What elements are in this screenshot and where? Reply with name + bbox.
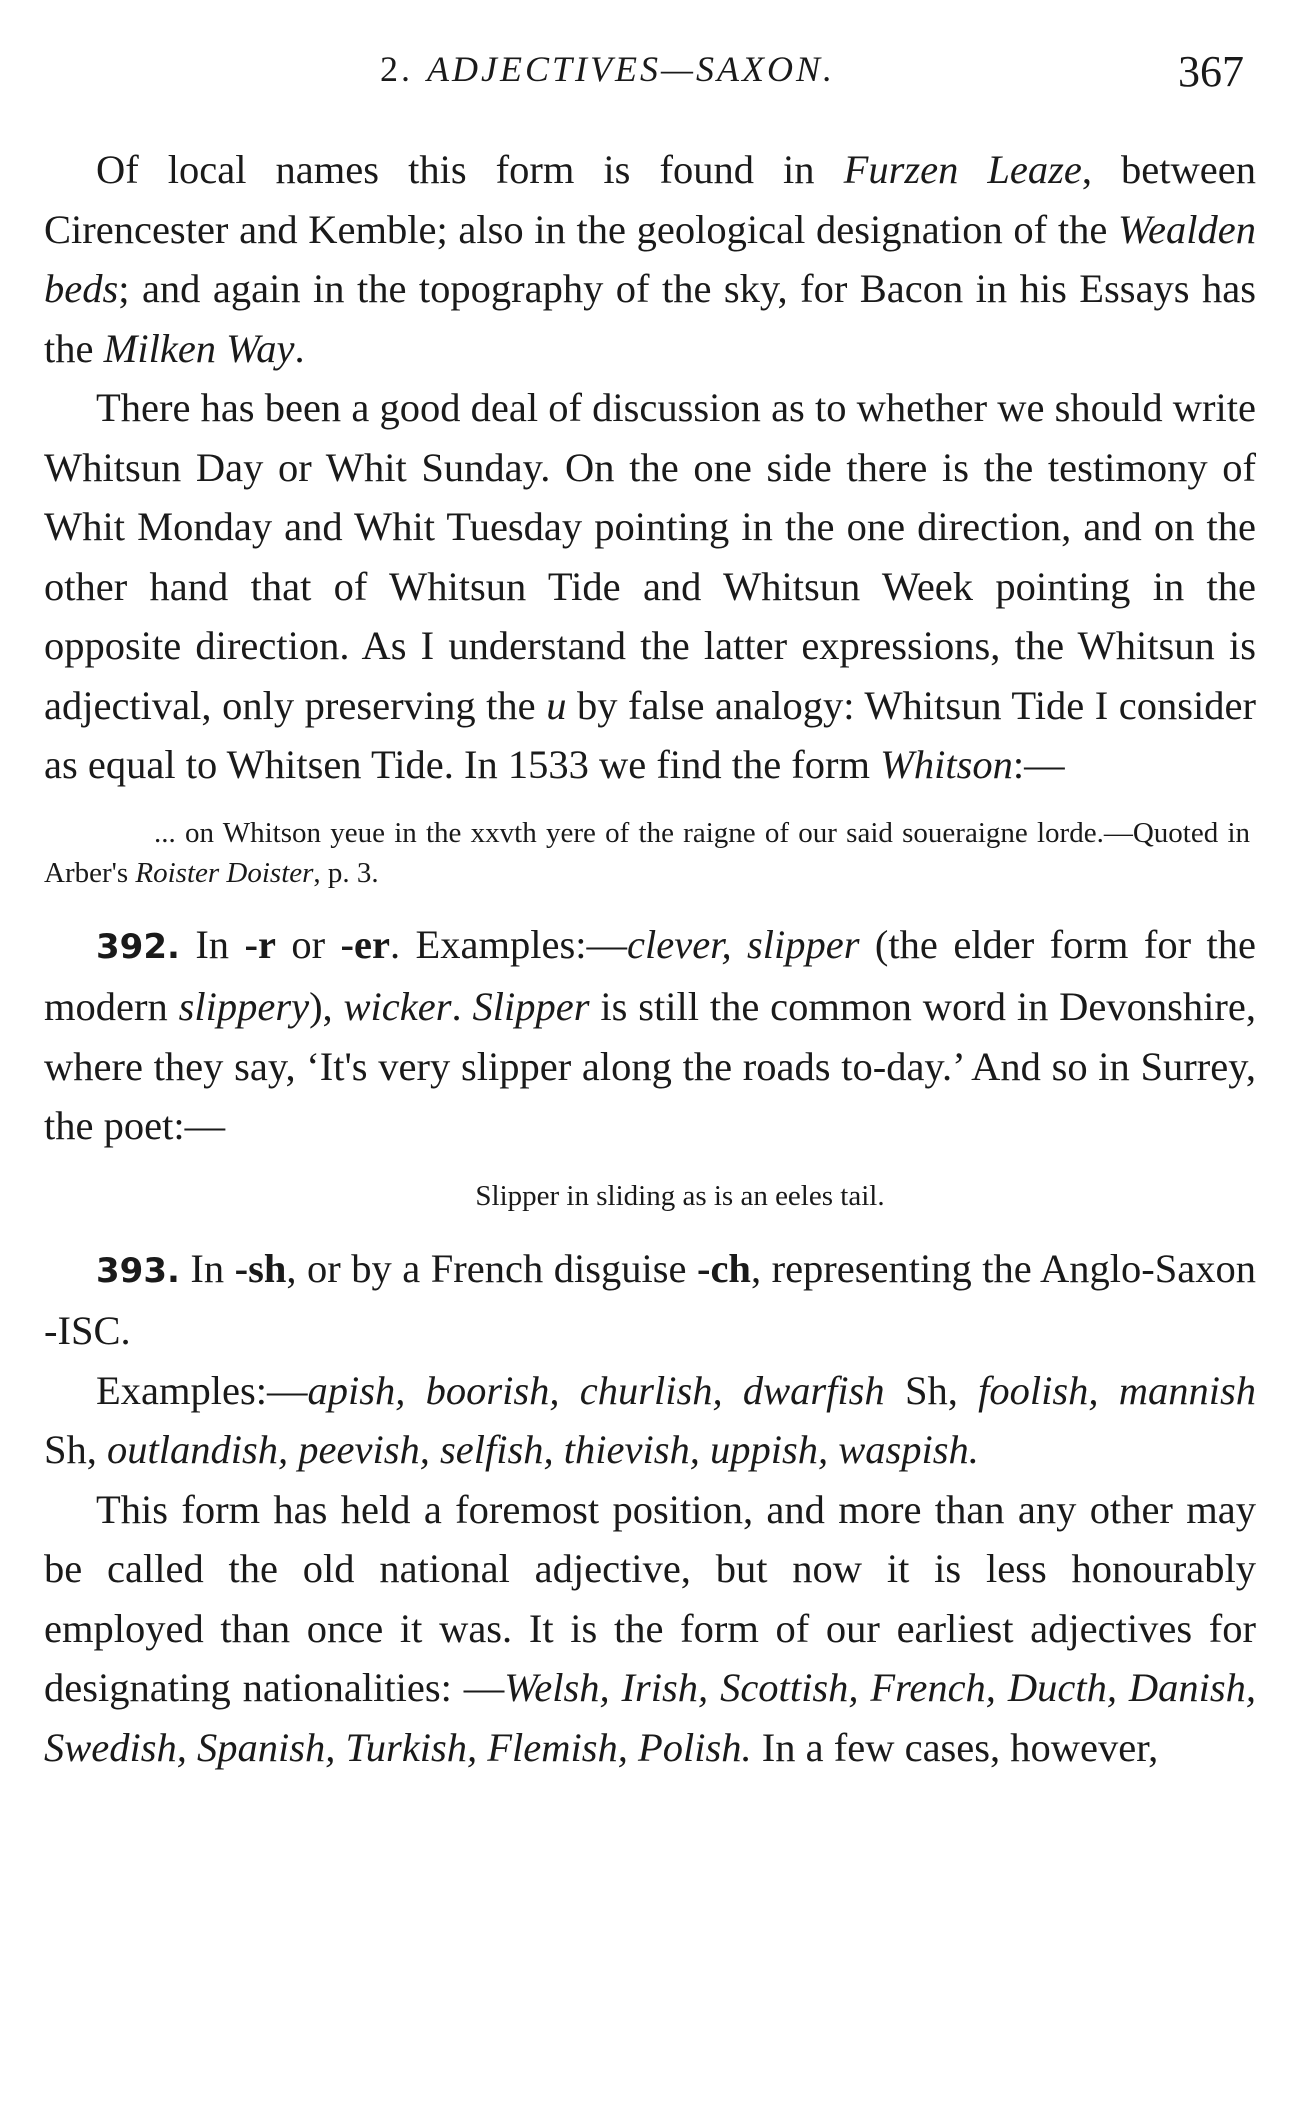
italic-terms: outlandish, peevish, selfish, thievish, uppish, waspish. — [107, 1427, 979, 1472]
paragraph-whitsun — [44, 378, 1256, 795]
page-body — [44, 140, 1256, 1777]
text: , between Cirencester and Kemble; also in the geological designation of the — [44, 147, 1256, 252]
text: Of local names this form is found in — [96, 147, 844, 192]
text: In — [179, 1245, 235, 1291]
page-header — [0, 48, 1299, 108]
text: Examples:— — [96, 1367, 308, 1413]
text: Sh, — [44, 1427, 108, 1472]
italic-terms: foolish, mannish — [978, 1367, 1256, 1413]
text: This form has held a foremost position, and more than any other may be called the old national adjective, but now it is less honourably employed than once it was. It is the form of our earliest adjectives for designating nationalities: — — [44, 1486, 1256, 1710]
suffix: -ch — [696, 1245, 751, 1291]
block-quote-whitson — [44, 813, 1256, 893]
italic-term: clever, slipper — [627, 921, 860, 967]
text: , representing the Anglo-Saxon -ISC. — [44, 1245, 1256, 1353]
text: by false analogy: Whitsun Tide I consider as equal to Whitsen Tide. In 1533 we find the form — [44, 682, 1256, 787]
text: ... on Whitson yeue in the xxvth yere of the raigne of our said soueraigne lorde.—Quoted in Arber's — [44, 816, 1250, 889]
italic-title: Roister Doister — [135, 856, 314, 889]
text: , p. 3. — [313, 856, 379, 889]
text: . Examples:— — [390, 921, 628, 967]
italic-terms: Welsh, Irish, Scottish, French, Ducth, Danish, Swedish, Spanish, Turkish, Flemish, Polish. — [44, 1665, 1256, 1770]
text: , or by a French disguise — [286, 1245, 697, 1291]
suffix: -r — [244, 921, 276, 967]
italic-term: slippery — [178, 984, 310, 1029]
text: :— — [1012, 742, 1065, 787]
section-393 — [44, 1239, 1256, 1361]
section-number-393: 393. — [96, 1250, 180, 1291]
suffix: -sh — [234, 1245, 287, 1291]
text: . — [294, 325, 305, 371]
text: In — [179, 921, 245, 967]
text: or — [275, 921, 341, 967]
italic-term: Furzen Leaze — [843, 147, 1082, 192]
text: . — [451, 984, 473, 1029]
italic-terms: apish, boorish, churlish, dwarfish — [307, 1367, 885, 1413]
text: is still the common word in Devonshire, where they say, ‘It's very slipper along the roads to-day.’ And so in Surrey, the poet:— — [44, 984, 1256, 1148]
text: ), — [309, 984, 344, 1029]
text: ; and again in the topography of the sky, for Bacon in his Essays has the — [44, 266, 1256, 371]
suffix: -er — [340, 921, 390, 967]
paragraph-local-names — [44, 140, 1256, 378]
italic-term: Slipper — [472, 984, 590, 1029]
text: There has been a good deal of discussion as to whether we should write Whitsun Day or Whit Sunday. On the one side there is the testimony of Whit Monday and Whit Tuesday pointing in the one direction, and on the other hand that of Whitsun Tide and Whitsun Week pointing in the opposite direction. As I understand the latter expressions, the Whitsun is adjectival, only preserving the — [44, 385, 1256, 728]
text: In a few cases, however, — [751, 1724, 1159, 1770]
text: (the elder form for the modern — [44, 921, 1256, 1029]
italic-term: u — [546, 682, 567, 728]
italic-term: Milken Way — [103, 325, 295, 371]
page-number: 367 — [1178, 47, 1244, 96]
section-number: 2. — [380, 49, 413, 89]
text: Sh, — [884, 1367, 979, 1413]
running-title — [380, 48, 835, 90]
paragraph-national-adjective — [44, 1480, 1256, 1778]
italic-term: Whitson — [880, 742, 1013, 787]
section-number-392: 392. — [96, 926, 180, 967]
italic-term: Wealden beds — [44, 206, 1256, 311]
paragraph-examples — [44, 1361, 1256, 1480]
running-title-text: ADJECTIVES—SAXON. — [427, 49, 835, 89]
verse-quote: Slipper in sliding as is an eeles tail. — [475, 1179, 885, 1212]
section-392 — [44, 915, 1256, 1156]
italic-term: wicker — [343, 984, 452, 1029]
